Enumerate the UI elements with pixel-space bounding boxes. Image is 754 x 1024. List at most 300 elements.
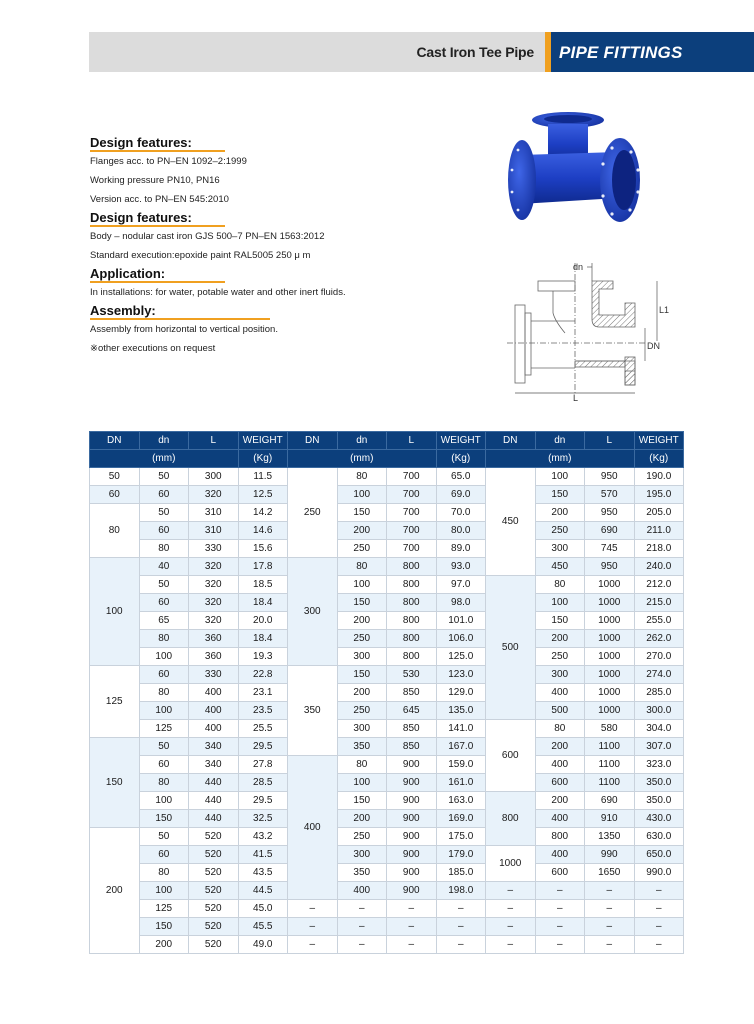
- section-title: Design features:: [90, 210, 192, 225]
- dn-cell: 65: [139, 612, 189, 630]
- l-cell: 990: [585, 846, 635, 864]
- section-underline: [90, 318, 270, 320]
- dn-cell: 350: [337, 738, 387, 756]
- dimensions-table: [89, 431, 684, 954]
- dn-cell: 600: [535, 774, 585, 792]
- weight-cell: 300.0: [634, 702, 684, 720]
- l-cell: 850: [387, 738, 437, 756]
- dn-cell: 150: [535, 486, 585, 504]
- feature-line: ※other executions on request: [90, 343, 216, 354]
- column-header: L: [387, 432, 437, 450]
- l-cell: 1350: [585, 828, 635, 846]
- l-cell: 520: [189, 936, 239, 954]
- l-cell: 1000: [585, 684, 635, 702]
- weight-cell: 89.0: [436, 540, 486, 558]
- table-row: [90, 936, 684, 954]
- l-cell: 700: [387, 522, 437, 540]
- dn-cell: 100: [139, 702, 189, 720]
- table-row: [90, 702, 684, 720]
- product-photo: [500, 100, 650, 245]
- l-cell: –: [585, 882, 635, 900]
- dn-cell: –: [337, 900, 387, 918]
- dn-cell: 200: [337, 612, 387, 630]
- weight-cell: 17.8: [238, 558, 288, 576]
- dn-cell: 300: [337, 846, 387, 864]
- weight-cell: 218.0: [634, 540, 684, 558]
- dn-cell: –: [337, 918, 387, 936]
- weight-cell: 129.0: [436, 684, 486, 702]
- units-kg: (Kg): [436, 450, 486, 468]
- table-row: [90, 900, 684, 918]
- dn-cell: 200: [337, 810, 387, 828]
- weight-cell: –: [436, 918, 486, 936]
- table-row: [90, 756, 684, 774]
- dn-cell: 100: [139, 792, 189, 810]
- l-cell: 1000: [585, 630, 635, 648]
- section-assembly: [90, 302, 470, 358]
- weight-cell: 70.0: [436, 504, 486, 522]
- dn-cell: 400: [535, 810, 585, 828]
- l-cell: 360: [189, 630, 239, 648]
- dn-group-cell: 800: [486, 792, 536, 846]
- dn-group-cell: –: [288, 900, 338, 918]
- dn-cell: –: [535, 882, 585, 900]
- column-header: L: [585, 432, 635, 450]
- dn-cell: 60: [139, 666, 189, 684]
- dn-cell: 300: [535, 540, 585, 558]
- l-cell: 520: [189, 918, 239, 936]
- l-cell: 1000: [585, 648, 635, 666]
- l-cell: 330: [189, 540, 239, 558]
- weight-cell: 43.2: [238, 828, 288, 846]
- l-cell: 340: [189, 738, 239, 756]
- l-cell: 520: [189, 882, 239, 900]
- weight-cell: 43.5: [238, 864, 288, 882]
- dn-cell: 600: [535, 864, 585, 882]
- weight-cell: 23.1: [238, 684, 288, 702]
- l-cell: 320: [189, 576, 239, 594]
- section-design-features-1: [90, 134, 470, 209]
- l-cell: 1000: [585, 612, 635, 630]
- dn-cell: 200: [337, 684, 387, 702]
- weight-cell: –: [436, 936, 486, 954]
- dn-cell: 60: [139, 756, 189, 774]
- l-cell: –: [387, 918, 437, 936]
- l-cell: 700: [387, 504, 437, 522]
- weight-cell: 430.0: [634, 810, 684, 828]
- l-cell: 440: [189, 792, 239, 810]
- dn-cell: 400: [337, 882, 387, 900]
- l-cell: 520: [189, 846, 239, 864]
- dn-cell: 50: [139, 828, 189, 846]
- l-cell: 800: [387, 576, 437, 594]
- tee-pipe-icon: [500, 100, 650, 245]
- table-row: [90, 864, 684, 882]
- L-label: L: [573, 393, 579, 403]
- l-cell: 700: [387, 468, 437, 486]
- dn-cell: 250: [535, 522, 585, 540]
- dn-group-cell: 80: [90, 504, 140, 558]
- l-cell: 745: [585, 540, 635, 558]
- dn-group-cell: 450: [486, 468, 536, 576]
- l-cell: 900: [387, 792, 437, 810]
- l-cell: 330: [189, 666, 239, 684]
- l-cell: 950: [585, 468, 635, 486]
- section-title: Application:: [90, 266, 166, 281]
- category-badge: [551, 32, 754, 72]
- weight-cell: 285.0: [634, 684, 684, 702]
- weight-cell: 190.0: [634, 468, 684, 486]
- weight-cell: 29.5: [238, 738, 288, 756]
- weight-cell: 45.0: [238, 900, 288, 918]
- l-cell: 800: [387, 558, 437, 576]
- weight-cell: 167.0: [436, 738, 486, 756]
- weight-cell: 990.0: [634, 864, 684, 882]
- dn-cell: 100: [535, 468, 585, 486]
- l-cell: –: [387, 936, 437, 954]
- dn-cell: 200: [535, 504, 585, 522]
- l-cell: 950: [585, 504, 635, 522]
- dn-cell: 400: [535, 684, 585, 702]
- weight-cell: 205.0: [634, 504, 684, 522]
- table-row: [90, 576, 684, 594]
- weight-cell: 18.4: [238, 630, 288, 648]
- table-row: [90, 828, 684, 846]
- weight-cell: 212.0: [634, 576, 684, 594]
- table-row: [90, 792, 684, 810]
- table-row: [90, 738, 684, 756]
- DN-label: DN: [647, 341, 660, 351]
- dn-cell: 40: [139, 558, 189, 576]
- weight-cell: 135.0: [436, 702, 486, 720]
- dn-cell: 80: [337, 558, 387, 576]
- dn-cell: 400: [535, 846, 585, 864]
- weight-cell: 163.0: [436, 792, 486, 810]
- weight-cell: 169.0: [436, 810, 486, 828]
- table-row: [90, 882, 684, 900]
- weight-cell: 32.5: [238, 810, 288, 828]
- weight-cell: 97.0: [436, 576, 486, 594]
- dn-group-cell: –: [486, 918, 536, 936]
- weight-cell: 18.4: [238, 594, 288, 612]
- l-cell: 1000: [585, 594, 635, 612]
- column-header: DN: [486, 432, 536, 450]
- l-cell: 440: [189, 810, 239, 828]
- section-underline: [90, 281, 225, 283]
- table-row: [90, 774, 684, 792]
- weight-cell: –: [634, 900, 684, 918]
- weight-cell: 15.6: [238, 540, 288, 558]
- dn-cell: –: [535, 936, 585, 954]
- weight-cell: 28.5: [238, 774, 288, 792]
- units-kg: (Kg): [238, 450, 288, 468]
- l-cell: –: [585, 900, 635, 918]
- dn-cell: 350: [337, 864, 387, 882]
- l-cell: 310: [189, 522, 239, 540]
- feature-line: Version acc. to PN–EN 545:2010: [90, 194, 229, 205]
- table-row: [90, 648, 684, 666]
- l-cell: 520: [189, 900, 239, 918]
- L1-label: L1: [659, 305, 670, 315]
- weight-cell: 195.0: [634, 486, 684, 504]
- column-header: dn: [535, 432, 585, 450]
- column-header: dn: [139, 432, 189, 450]
- dn-cell: 125: [139, 720, 189, 738]
- weight-cell: 262.0: [634, 630, 684, 648]
- weight-cell: 19.3: [238, 648, 288, 666]
- l-cell: 570: [585, 486, 635, 504]
- dn-group-cell: –: [486, 900, 536, 918]
- l-cell: 1100: [585, 756, 635, 774]
- l-cell: 690: [585, 792, 635, 810]
- weight-cell: 175.0: [436, 828, 486, 846]
- table-row: [90, 468, 684, 486]
- weight-cell: 45.5: [238, 918, 288, 936]
- weight-cell: 14.2: [238, 504, 288, 522]
- technical-drawing: [495, 253, 685, 403]
- table-row: [90, 558, 684, 576]
- l-cell: 950: [585, 558, 635, 576]
- category-label: PIPE FITTINGS: [559, 43, 683, 62]
- section-underline: [90, 225, 225, 227]
- section-design-features-2: [90, 209, 470, 265]
- l-cell: –: [585, 936, 635, 954]
- dn-cell: 80: [535, 720, 585, 738]
- column-header: dn: [337, 432, 387, 450]
- dn-group-cell: 200: [90, 828, 140, 954]
- dn-cell: 250: [337, 630, 387, 648]
- dn-group-cell: 60: [90, 486, 140, 504]
- weight-cell: 98.0: [436, 594, 486, 612]
- weight-cell: 141.0: [436, 720, 486, 738]
- weight-cell: 49.0: [238, 936, 288, 954]
- table-units-row: [90, 450, 684, 468]
- dn-group-cell: –: [288, 936, 338, 954]
- column-header: WEIGHT: [634, 432, 684, 450]
- dn-cell: 200: [337, 522, 387, 540]
- dn-cell: 80: [535, 576, 585, 594]
- dn-cell: 50: [139, 738, 189, 756]
- weight-cell: 25.5: [238, 720, 288, 738]
- dn-group-cell: 1000: [486, 846, 536, 882]
- weight-cell: 20.0: [238, 612, 288, 630]
- l-cell: 800: [387, 648, 437, 666]
- dn-cell: 60: [139, 522, 189, 540]
- l-cell: 580: [585, 720, 635, 738]
- column-header: DN: [90, 432, 140, 450]
- dn-group-cell: 500: [486, 576, 536, 720]
- dn-cell: –: [337, 936, 387, 954]
- weight-cell: –: [436, 900, 486, 918]
- dn-cell: –: [535, 900, 585, 918]
- section-underline: [90, 150, 225, 152]
- dn-cell: 800: [535, 828, 585, 846]
- dn-group-cell: –: [486, 882, 536, 900]
- dn-group-cell: 100: [90, 558, 140, 666]
- dn-cell: 100: [535, 594, 585, 612]
- weight-cell: 350.0: [634, 774, 684, 792]
- weight-cell: 11.5: [238, 468, 288, 486]
- units-kg: (Kg): [634, 450, 684, 468]
- column-header: L: [189, 432, 239, 450]
- weight-cell: 12.5: [238, 486, 288, 504]
- dn-cell: –: [535, 918, 585, 936]
- weight-cell: 307.0: [634, 738, 684, 756]
- weight-cell: 650.0: [634, 846, 684, 864]
- dn-cell: 150: [337, 666, 387, 684]
- l-cell: 320: [189, 612, 239, 630]
- l-cell: 310: [189, 504, 239, 522]
- table-row: [90, 666, 684, 684]
- l-cell: 1000: [585, 666, 635, 684]
- dn-cell: 50: [139, 576, 189, 594]
- l-cell: 910: [585, 810, 635, 828]
- table-header-row: [90, 432, 684, 450]
- dn-cell: 150: [535, 612, 585, 630]
- dn-cell: 200: [139, 936, 189, 954]
- dn-cell: 500: [535, 702, 585, 720]
- l-cell: –: [585, 918, 635, 936]
- dn-cell: 60: [139, 486, 189, 504]
- dn-cell: 150: [337, 792, 387, 810]
- weight-cell: 274.0: [634, 666, 684, 684]
- dn-group-cell: –: [486, 936, 536, 954]
- dn-cell: 400: [535, 756, 585, 774]
- column-header: WEIGHT: [436, 432, 486, 450]
- table-row: [90, 684, 684, 702]
- l-cell: 1000: [585, 576, 635, 594]
- table-body: [90, 468, 684, 954]
- dn-group-cell: 150: [90, 738, 140, 828]
- dn-group-cell: 250: [288, 468, 338, 558]
- dn-cell: 250: [337, 702, 387, 720]
- section-application: [90, 265, 470, 302]
- dn-cell: 150: [139, 918, 189, 936]
- table-row: [90, 846, 684, 864]
- dn-label: dn: [573, 262, 584, 272]
- dn-cell: 80: [139, 774, 189, 792]
- table-row: [90, 612, 684, 630]
- dn-group-cell: 300: [288, 558, 338, 666]
- l-cell: 520: [189, 864, 239, 882]
- units-mm: (mm): [90, 450, 239, 468]
- weight-cell: 630.0: [634, 828, 684, 846]
- weight-cell: –: [634, 882, 684, 900]
- units-mm: (mm): [486, 450, 635, 468]
- l-cell: 900: [387, 774, 437, 792]
- weight-cell: 93.0: [436, 558, 486, 576]
- column-header: WEIGHT: [238, 432, 288, 450]
- dn-cell: 80: [139, 684, 189, 702]
- weight-cell: 22.8: [238, 666, 288, 684]
- feature-line: Standard execution:epoxide paint RAL5005 250 μ m: [90, 250, 311, 261]
- dn-cell: 200: [535, 630, 585, 648]
- weight-cell: 161.0: [436, 774, 486, 792]
- dn-group-cell: –: [288, 918, 338, 936]
- weight-cell: –: [634, 936, 684, 954]
- table-row: [90, 486, 684, 504]
- l-cell: 1000: [585, 702, 635, 720]
- dn-cell: 150: [139, 810, 189, 828]
- l-cell: 645: [387, 702, 437, 720]
- dn-cell: 80: [139, 540, 189, 558]
- l-cell: 440: [189, 774, 239, 792]
- l-cell: 400: [189, 684, 239, 702]
- weight-cell: –: [634, 918, 684, 936]
- table-row: [90, 630, 684, 648]
- dn-cell: 80: [139, 864, 189, 882]
- table-row: [90, 810, 684, 828]
- section-title: Assembly:: [90, 303, 156, 318]
- table-row: [90, 918, 684, 936]
- dn-cell: 80: [337, 468, 387, 486]
- l-cell: 340: [189, 756, 239, 774]
- l-cell: 800: [387, 594, 437, 612]
- column-header: DN: [288, 432, 338, 450]
- l-cell: 320: [189, 558, 239, 576]
- weight-cell: 255.0: [634, 612, 684, 630]
- dn-cell: 100: [337, 774, 387, 792]
- weight-cell: 65.0: [436, 468, 486, 486]
- features-panel: [90, 134, 470, 358]
- dn-cell: 60: [139, 846, 189, 864]
- l-cell: 1100: [585, 738, 635, 756]
- table-row: [90, 720, 684, 738]
- weight-cell: 44.5: [238, 882, 288, 900]
- weight-cell: 23.5: [238, 702, 288, 720]
- weight-cell: 211.0: [634, 522, 684, 540]
- section-title: Design features:: [90, 135, 192, 150]
- l-cell: 900: [387, 756, 437, 774]
- l-cell: 320: [189, 594, 239, 612]
- l-cell: 400: [189, 702, 239, 720]
- weight-cell: 27.8: [238, 756, 288, 774]
- feature-line: Body – nodular cast iron GJS 500–7 PN–EN 1563:2012: [90, 231, 325, 242]
- dn-cell: 250: [337, 828, 387, 846]
- page-title: Cast Iron Tee Pipe: [416, 44, 534, 60]
- l-cell: 700: [387, 486, 437, 504]
- dn-cell: 300: [337, 720, 387, 738]
- weight-cell: 14.6: [238, 522, 288, 540]
- l-cell: 400: [189, 720, 239, 738]
- l-cell: –: [387, 900, 437, 918]
- weight-cell: 29.5: [238, 792, 288, 810]
- l-cell: 520: [189, 828, 239, 846]
- feature-line: Flanges acc. to PN–EN 1092–2:1999: [90, 156, 247, 167]
- weight-cell: 125.0: [436, 648, 486, 666]
- table-row: [90, 594, 684, 612]
- dn-group-cell: 400: [288, 756, 338, 900]
- feature-line: Working pressure PN10, PN16: [90, 175, 220, 186]
- dn-cell: 50: [139, 504, 189, 522]
- weight-cell: 41.5: [238, 846, 288, 864]
- weight-cell: 215.0: [634, 594, 684, 612]
- l-cell: 530: [387, 666, 437, 684]
- table-row: [90, 504, 684, 522]
- weight-cell: 106.0: [436, 630, 486, 648]
- l-cell: 900: [387, 882, 437, 900]
- dn-cell: 125: [139, 900, 189, 918]
- l-cell: 900: [387, 810, 437, 828]
- l-cell: 800: [387, 630, 437, 648]
- units-mm: (mm): [288, 450, 437, 468]
- dn-cell: 150: [337, 504, 387, 522]
- dn-cell: 450: [535, 558, 585, 576]
- weight-cell: 179.0: [436, 846, 486, 864]
- weight-cell: 69.0: [436, 486, 486, 504]
- dn-cell: 80: [139, 630, 189, 648]
- dn-cell: 100: [337, 486, 387, 504]
